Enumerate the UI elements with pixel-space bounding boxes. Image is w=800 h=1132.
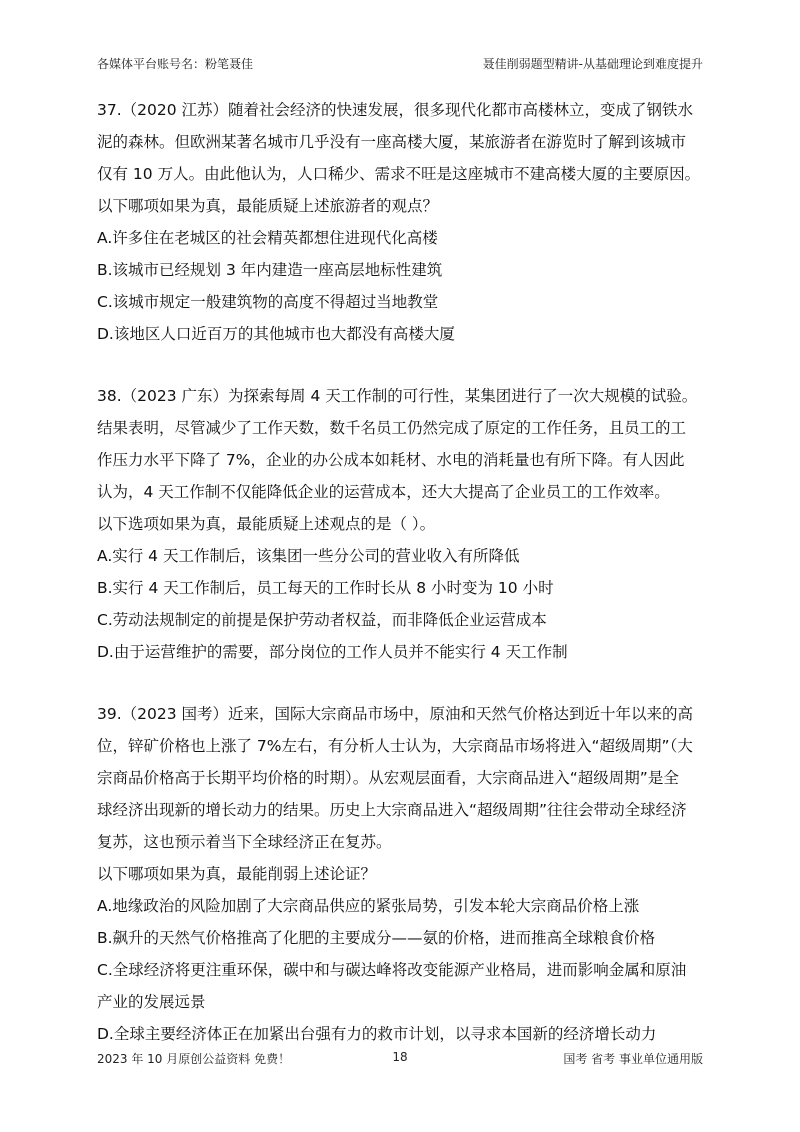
question-prompt: 以下选项如果为真，最能质疑上述观点的是（ ）。 (97, 515, 436, 533)
option-c: C.劳动法规制定的前提是保护劳动者权益，而非降低企业运营成本 (97, 611, 547, 629)
question-text-line: 37.（2020 江苏）随着社会经济的快速发展，很多现代化都市高楼林立，变成了钢铁水 (97, 101, 694, 119)
question-37 (97, 94, 709, 350)
page-number: 18 (392, 1050, 408, 1064)
question-text-line: 39.（2023 国考）近来，国际大宗商品市场中，原油和天然气价格达到近十年以来的高 (97, 705, 694, 723)
question-text-line: 作压力水平下降了 7%，企业的办公成本如耗材、水电的消耗量也有所下降。有人因此 (97, 451, 685, 469)
question-text-line: 复苏，这也预示着当下全球经济正在复苏。 (97, 833, 392, 851)
header-document-title: 聂佳削弱题型精讲-从基础理论到难度提升 (482, 57, 703, 71)
option-c: C.全球经济将更注重环保，碳中和与碳达峰将改变能源产业格局，进而影响金属和原油 (97, 961, 687, 979)
footer-note: 2023 年 10 月原创公益资料 免费！ (97, 1052, 291, 1066)
page-header (97, 55, 703, 73)
question-text-line: 宗商品价格高于长期平均价格的时期）。从宏观层面看，大宗商品进入“超级周期”是全 (97, 769, 679, 787)
question-prompt: 以下哪项如果为真，最能质疑上述旅游者的观点？ (97, 197, 439, 215)
question-39 (97, 698, 709, 1050)
option-b: B.飙升的天然气价格推高了化肥的主要成分——氨的价格，进而推高全球粮食价格 (97, 929, 656, 947)
option-d: D.由于运营维护的需要，部分岗位的工作人员并不能实行 4 天工作制 (97, 643, 568, 661)
question-text-line: 仅有 10 万人。由此他认为，人口稀少、需求不旺是这座城市不建高楼大厦的主要原因。 (97, 165, 701, 183)
question-text-line: 38.（2023 广东）为探索每周 4 天工作制的可行性，某集团进行了一次大规模的试验。 (97, 387, 698, 405)
option-c: C.该城市规定一般建筑物的高度不得超过当地教堂 (97, 293, 439, 311)
question-text-line: 泥的森林。但欧洲某著名城市几乎没有一座高楼大厦，某旅游者在游览时了解到该城市 (97, 133, 687, 151)
question-prompt: 以下哪项如果为真，最能削弱上述论证？ (97, 865, 377, 883)
footer-edition: 国考 省考 事业单位通用版 (563, 1052, 703, 1066)
option-a: A.地缘政治的风险加剧了大宗商品供应的紧张局势，引发本轮大宗商品价格上涨 (97, 897, 640, 915)
page-footer (97, 1050, 703, 1068)
question-text-line: 认为，4 天工作制不仅能降低企业的运营成本，还大大提高了企业员工的工作效率。 (97, 483, 670, 501)
option-b: B.实行 4 天工作制后，员工每天的工作时长从 8 小时变为 10 小时 (97, 579, 554, 597)
option-d: D.该地区人口近百万的其他城市也大都没有高楼大厦 (97, 325, 455, 343)
option-a: A.许多住在老城区的社会精英都想住进现代化高楼 (97, 229, 438, 247)
question-text-line: 结果表明，尽管减少了工作天数，数千名员工仍然完成了原定的工作任务，且员工的工 (97, 419, 687, 437)
question-38 (97, 380, 709, 668)
option-b: B.该城市已经规划 3 年内建造一座高层地标性建筑 (97, 261, 443, 279)
option-c-continued: 产业的发展远景 (97, 993, 206, 1011)
question-text-line: 位，锌矿价格也上涨了 7%左右，有分析人士认为，大宗商品市场将进入“超级周期”（大 (97, 737, 693, 755)
option-a: A.实行 4 天工作制后，该集团一些分公司的营业收入有所降低 (97, 547, 520, 565)
question-spacer (97, 350, 709, 380)
option-d: D.全球主要经济体正在加紧出台强有力的救市计划，以寻求本国新的经济增长动力 (97, 1025, 657, 1043)
page-content (97, 94, 709, 1050)
question-spacer (97, 668, 709, 698)
header-account-name: 各媒体平台账号名：粉笔聂佳 (97, 57, 254, 71)
question-text-line: 球经济出现新的增长动力的结果。历史上大宗商品进入“超级周期”往往会带动全球经济 (97, 801, 687, 819)
